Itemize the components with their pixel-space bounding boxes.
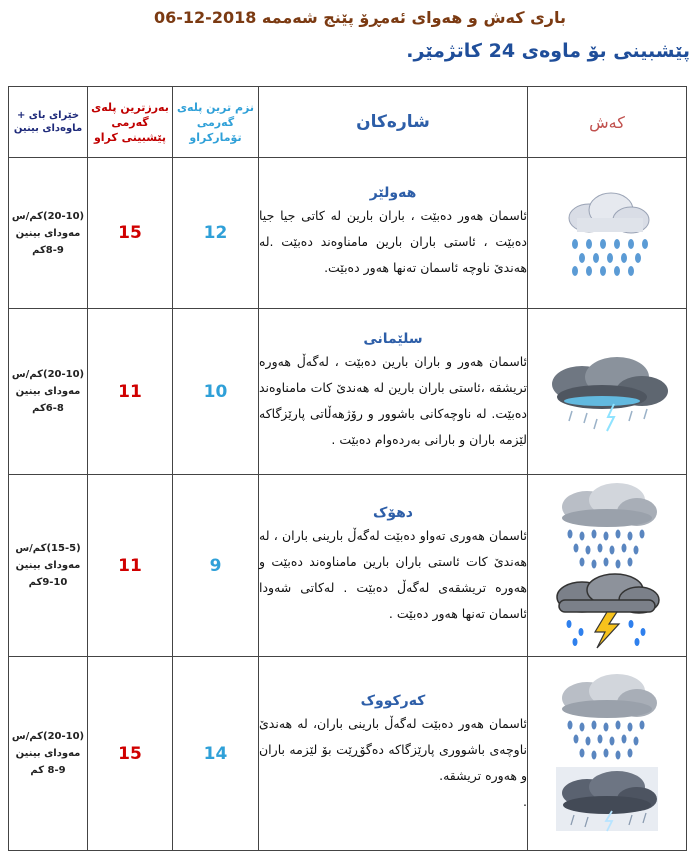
table-row	[9, 158, 687, 309]
max-temp: 11	[88, 309, 173, 475]
city-cell	[259, 657, 528, 851]
forecast-table	[8, 86, 687, 851]
header-wind: خێرای بای + ماوەدای بینین	[9, 87, 88, 158]
heavy-rain-cloud-icon	[528, 482, 686, 572]
forecast-description-tail: .	[523, 793, 527, 809]
header-min-temp: نزم ترین پلەی گەرمی تۆمارکراو	[173, 87, 259, 158]
weather-cell	[528, 657, 687, 851]
wind-speed: (20-10)کم/س	[11, 210, 85, 222]
header-weather: کەش	[528, 87, 687, 158]
thunder-cloud-icon	[528, 572, 686, 650]
table-header-row	[9, 87, 687, 158]
forecast-description: ئاسمان هەور و باران بارین دەبێت ، لەگەڵ هەورە تریشقە ،ئاستی باران بارین لە هەندێ کات مامناوەند دەبێت. لە ناوچەکانی باشوور و رۆژهەڵاتی پارێزگاکە لێزمە باران و بارانی بەردەوام دەبێت .	[259, 353, 527, 447]
visibility-label: مەودای بینین	[15, 227, 81, 239]
forecast-description: ئاسمان هەوری تەواو دەبێت لەگەڵ بارینی باران ، لە هەندێ کات ئاستی باران بارین مامناوەند دەبێت و هەورە تریشقەی لەگەڵ دەبێت . لەکاتی شەودا ئاسمان تەنها هەور دەبێت .	[259, 527, 527, 621]
min-temp: 10	[173, 309, 259, 475]
visibility-range: 6-8کم	[32, 403, 64, 414]
visibility-range: 9-10کم	[28, 577, 68, 588]
max-temp: 15	[88, 657, 173, 851]
max-temp: 11	[88, 475, 173, 657]
visibility-range: 8-9کم	[32, 244, 64, 256]
storm-cloud-icon	[528, 349, 686, 434]
table-row	[9, 475, 687, 657]
weather-cell	[528, 475, 687, 657]
min-temp: 12	[173, 158, 259, 309]
wind-speed: (15-5)کم/س	[15, 543, 81, 554]
heavy-rain-cloud-icon	[528, 673, 686, 763]
wind-cell	[9, 475, 88, 657]
city-name: دهۆک	[372, 504, 413, 521]
page-subtitle: پێشبینی بۆ ماوەی 24 کاتژمێر.	[406, 40, 690, 62]
wind-cell	[9, 309, 88, 475]
city-cell	[259, 158, 528, 309]
dark-storm-cloud-icon	[528, 763, 686, 835]
city-cell	[259, 475, 528, 657]
city-name: سلێمانی	[363, 330, 423, 347]
page-title: باری کەش و هەوای ئەمڕۆ پێنج شەممە 2018-12-06	[154, 8, 566, 27]
forecast-description: ئاسمان هەور دەبێت لەگەڵ بارینی باران، لە هەندێ ناوچەی باشووری پارێزگاکە دەگۆڕێت بۆ لێزمە باران و هەورە تریشقە.	[259, 715, 527, 783]
visibility-label: مەودای بینین	[15, 560, 81, 571]
table-row	[9, 657, 687, 851]
max-temp: 15	[88, 158, 173, 309]
header-max-temp: بەرزترین پلەی گەرمی پێشبینی کراو	[88, 87, 173, 158]
min-temp: 14	[173, 657, 259, 851]
wind-cell	[9, 657, 88, 851]
city-name: هەولێر	[369, 185, 417, 201]
visibility-range: 8-9 کم	[30, 765, 66, 776]
city-cell	[259, 309, 528, 475]
table-row	[9, 309, 687, 475]
wind-speed: (20-10)کم/س	[11, 731, 85, 742]
rain-cloud-icon	[528, 188, 686, 278]
wind-cell	[9, 158, 88, 309]
weather-cell	[528, 158, 687, 309]
forecast-description: ئاسمان هەور دەبێت ، باران بارین لە کاتی جیا جیا دەبێت ، ئاستی باران بارین مامناوەند دەبێت .لە هەندێ ناوچە ئاسمان تەنها هەور دەبێت.	[259, 208, 527, 275]
header-city: شارەکان	[259, 87, 528, 158]
wind-speed: (20-10)کم/س	[11, 369, 85, 380]
visibility-label: مەودای بینین	[15, 386, 81, 397]
min-temp: 9	[173, 475, 259, 657]
visibility-label: مەودای بینین	[15, 748, 81, 759]
weather-cell	[528, 309, 687, 475]
city-name: کەرکووک	[360, 692, 426, 709]
